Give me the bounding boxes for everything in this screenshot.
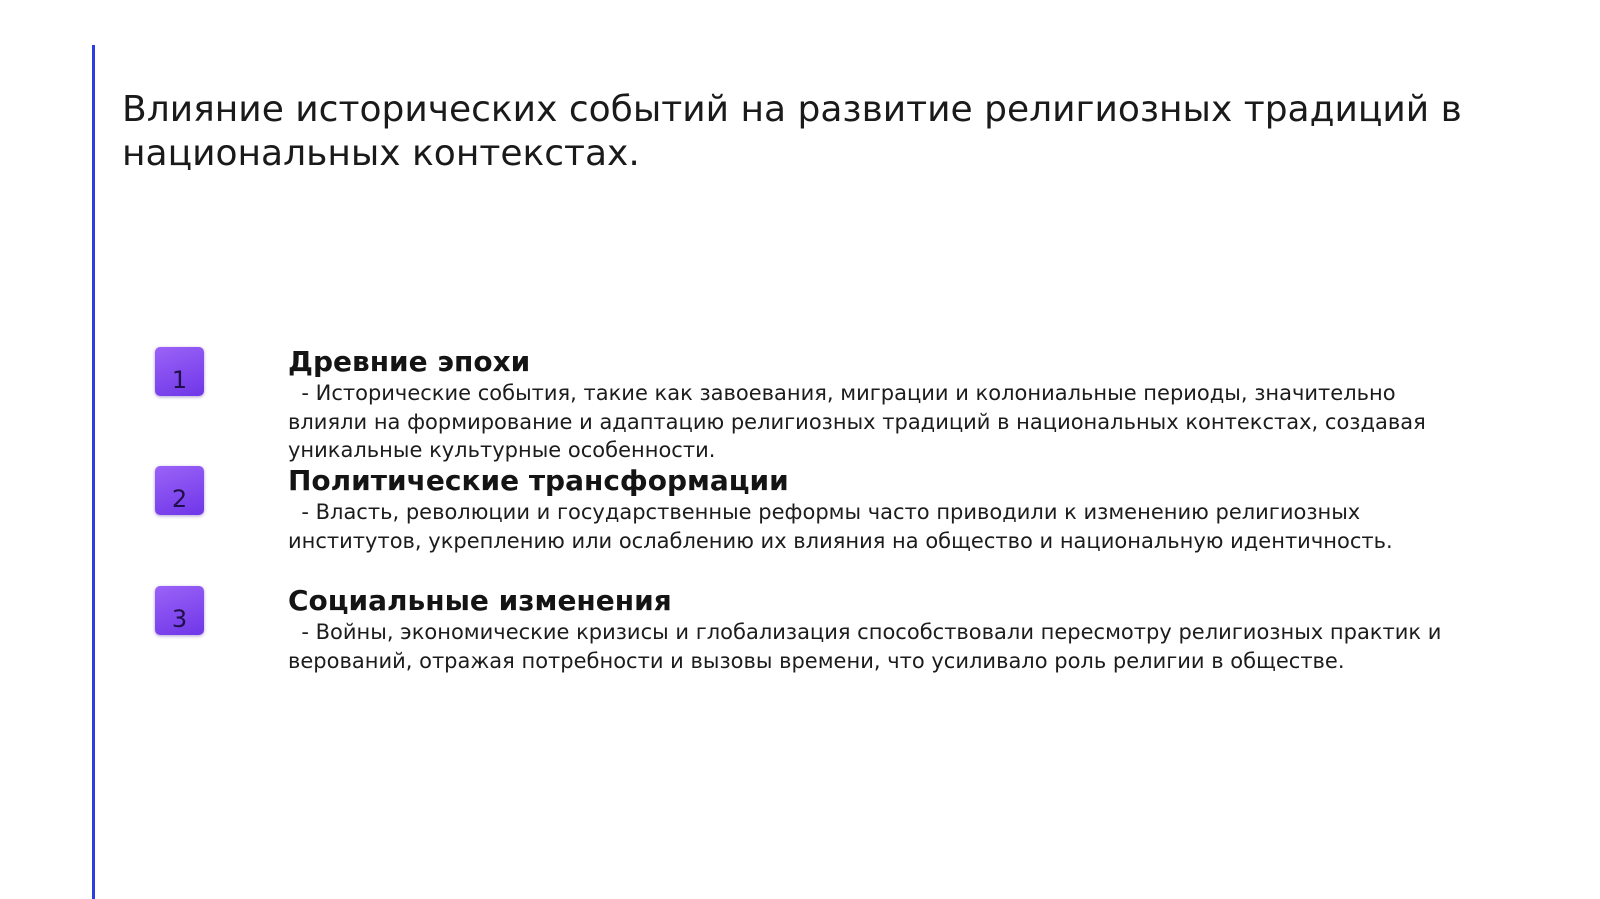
item-heading: Политические трансформации xyxy=(288,464,789,497)
item-heading: Древние эпохи xyxy=(288,345,531,378)
number-badge: 1 xyxy=(155,347,204,396)
item-description: - Исторические события, такие как завоевания, миграции и колониальные периоды, значительно влияли на формирование и адаптацию религиозных традиций в национальных контекстах, создавая уникальные культурные особенности. xyxy=(288,381,1433,462)
slide-title: Влияние исторических событий на развитие религиозных традиций в национальных контекстах. xyxy=(122,89,1462,174)
item-description: - Власть, революции и государственные реформы часто приводили к изменению религиозных институтов, укреплению или ослаблению их влияния на общество и национальную идентичность. xyxy=(288,500,1393,553)
item-text xyxy=(288,464,1468,555)
item-description: - Войны, экономические кризисы и глобализация способствовали пересмотру религиозных практик и верований, отражая потребности и вызовы времени, что усиливало роль религии в обществе. xyxy=(288,620,1449,673)
item-text xyxy=(288,584,1468,675)
number-badge: 3 xyxy=(155,586,204,635)
item-heading: Социальные изменения xyxy=(288,584,672,617)
item-text xyxy=(288,345,1468,465)
number-badge: 2 xyxy=(155,466,204,515)
